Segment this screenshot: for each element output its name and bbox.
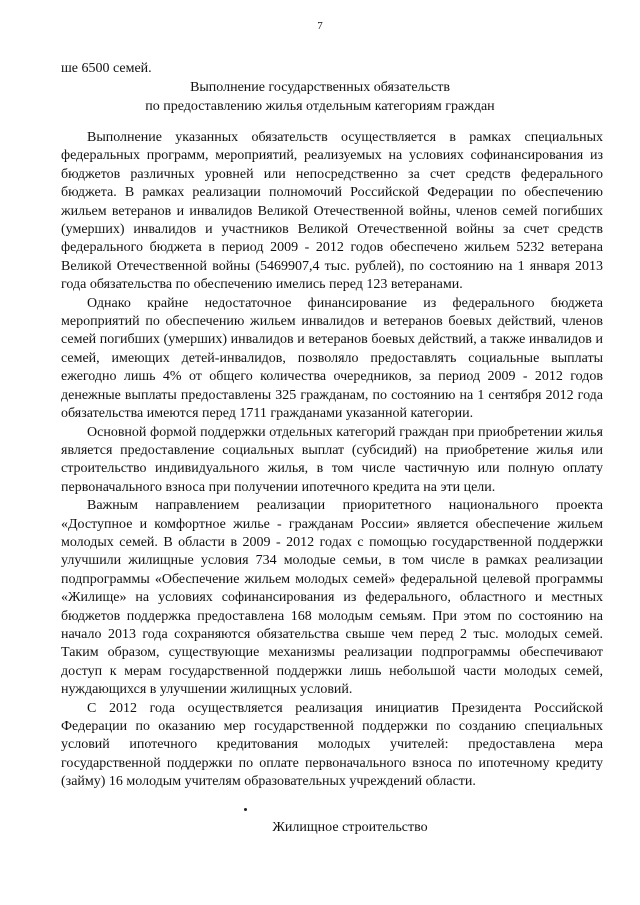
page-number: 7 [317,20,323,32]
section-title-line-1: Выполнение государственных обязательств [190,80,450,95]
section-title [0,78,640,116]
paragraph: С 2012 года осуществляется реализация инициатив Президента Российской Федерации по оказанию мер государственной поддержки по созданию специальных условий ипотечного кредитования молодых учителей: предоставлена мера государственной поддержки по оплате первоначального взноса по ипотечному кредиту (займу) 16 молодым учителям образовательных учреждений области. [61,700,603,790]
paragraph: Важным направлением реализации приоритетного национального проекта «Доступное и комфортное жилье - гражданам России» является обеспечение жильем молодых семей. В области в 2009 - 2012 годах с помощью государственной поддержки улучшили жилищные условия 734 молодые семьи, в том числе в рамках реализации подпрограммы «Обеспечение жильем молодых семей» федеральной целевой программы «Жилище» на условиях софинансирования из федерального, областного и местных бюджетов поддержка предоставлена 168 молодым семьям. При этом по состоянию на начало 2013 года сохраняются обязательства свыше чем перед 2 тыс. молодых семей. Таким образом, существующие механизмы реализации подпрограммы обеспечивают доступ к мерам государственной поддержки лишь небольшой части молодых семей, нуждающихся в улучшении жилищных условий. [61,498,603,698]
next-section-title: Жилищное строительство [272,820,428,835]
paragraph: Однако крайне недостаточное финансирование из федерального бюджета мероприятий по обеспечению жильем инвалидов и ветеранов боевых действий, членов семей погибших (умерших) инвалидов и ветеранов боевых действий, а также инвалидов и семей, имеющих детей-инвалидов, позволяло предоставлять социальные выплаты ежегодно лишь 4% от общего количества очередников, за период 2009 - 2012 годов денежные выплаты предоставлены 325 гражданам, по состоянию на 1 сентября 2012 года обязательства имеются перед 1711 гражданами указанной категории. [61,295,603,422]
lead-fragment: ше 6500 семей. [61,61,152,76]
paragraph: Выполнение указанных обязательств осуществляется в рамках специальных федеральных программ, мероприятий, реализуемых на условиях софинансирования из бюджетов различных уровней или непосредственно за счет средств федерального бюджета. В рамках реализации полномочий Российской Федерации по обеспечению жильем ветеранов и инвалидов Великой Отечественной войны, членов семей погибших (умерших) инвалидов и участников Великой Отечественной войны за счет средств федерального бюджета в период 2009 - 2012 годов обеспечено жильем 5232 ветерана Великой Отечественной войны (5469907,4 тыс. рублей), по состоянию на 1 января 2013 года обязательства по обеспечению имелись перед 123 ветеранами. [61,130,603,293]
paragraph: Основной формой поддержки отдельных категорий граждан при приобретении жилья является предоставление социальных выплат (субсидий) на приобретение жилья или строительство индивидуального жилья, в том числе частичную или полную оплату первоначального взноса при получении ипотечного кредита на эти цели. [61,424,603,495]
stray-mark [244,808,247,811]
section-title-line-2: по предоставлению жилья отдельным категориям граждан [145,99,495,114]
body-text [61,129,603,792]
